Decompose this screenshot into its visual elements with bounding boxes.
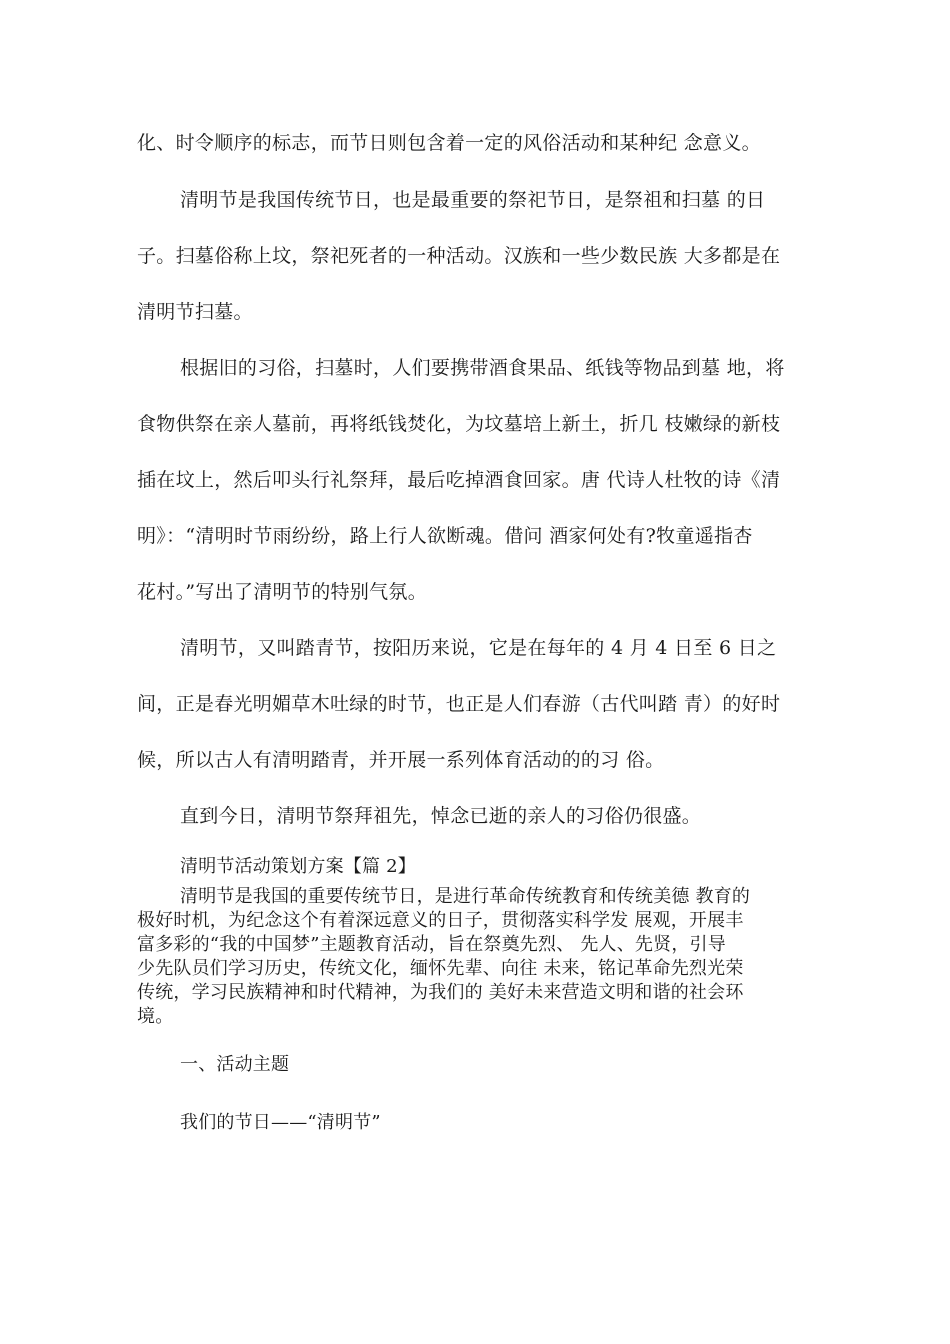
paragraph-5-line: 少先队员们学习历史，传统文化，缅怀先辈、向往 未来，铭记革命先烈光荣	[137, 958, 744, 979]
paragraph-5-line: 极好时机，为纪念这个有着深远意义的日子，贯彻落实科学发 展观，开展丰	[137, 910, 744, 931]
paragraph-1-line: 清明节扫墓。	[137, 301, 253, 323]
paragraph-5-line: 清明节是我国的重要传统节日，是进行革命传统教育和传统美德 教育的	[180, 886, 751, 907]
paragraph-1-line: 清明节是我国传统节日，也是最重要的祭祀节日，是祭祖和扫墓 的日	[180, 189, 766, 211]
paragraph-2-line: 插在坟上，然后叩头行礼祭拜，最后吃掉酒食回家。唐 代诗人杜牧的诗《清	[137, 469, 781, 491]
paragraph-2-line: 食物供祭在亲人墓前，再将纸钱焚化，为坟墓培上新土，折几 枝嫩绿的新枝	[137, 413, 781, 435]
paragraph-2-line: 明》：“清明时节雨纷纷，路上行人欲断魂。借问 酒家何处有?牧童遥指杏	[137, 525, 753, 547]
paragraph-3-line: 间，正是春光明媚草木吐绿的时节，也正是人们春游（古代叫踏 青）的好时	[137, 693, 781, 715]
theme-line: 我们的节日——“清明节”	[180, 1112, 381, 1133]
paragraph-2-line: 根据旧的习俗，扫墓时，人们要携带酒食果品、纸钱等物品到墓 地，将	[180, 357, 785, 379]
intro-line: 化、时令顺序的标志，而节日则包含着一定的风俗活动和某种纪 念意义。	[137, 132, 761, 154]
paragraph-1-line: 子。扫墓俗称上坟，祭祀死者的一种活动。汉族和一些少数民族 大多都是在	[137, 245, 781, 267]
paragraph-5-line: 传统，学习民族精神和时代精神，为我们的 美好未来营造文明和谐的社会环	[137, 982, 744, 1003]
paragraph-3-line: 清明节，又叫踏青节，按阳历来说，它是在每年的 4 月 4 日至 6 日之	[180, 637, 777, 659]
section-title: 清明节活动策划方案【篇 2】	[180, 856, 416, 877]
paragraph-2-line: 花村。”写出了清明节的特别气氛。	[137, 581, 428, 603]
paragraph-3-line: 候，所以古人有清明踏青，并开展一系列体育活动的的习 俗。	[137, 749, 665, 771]
paragraph-4-line: 直到今日，清明节祭拜祖先，悼念已逝的亲人的习俗仍很盛。	[180, 805, 702, 827]
paragraph-5-line: 富多彩的“我的中国梦”主题教育活动，旨在祭奠先烈、 先人、先贤，引导	[137, 934, 726, 955]
heading-activity-theme: 一、活动主题	[180, 1054, 290, 1075]
paragraph-5-line: 境。	[137, 1006, 174, 1027]
